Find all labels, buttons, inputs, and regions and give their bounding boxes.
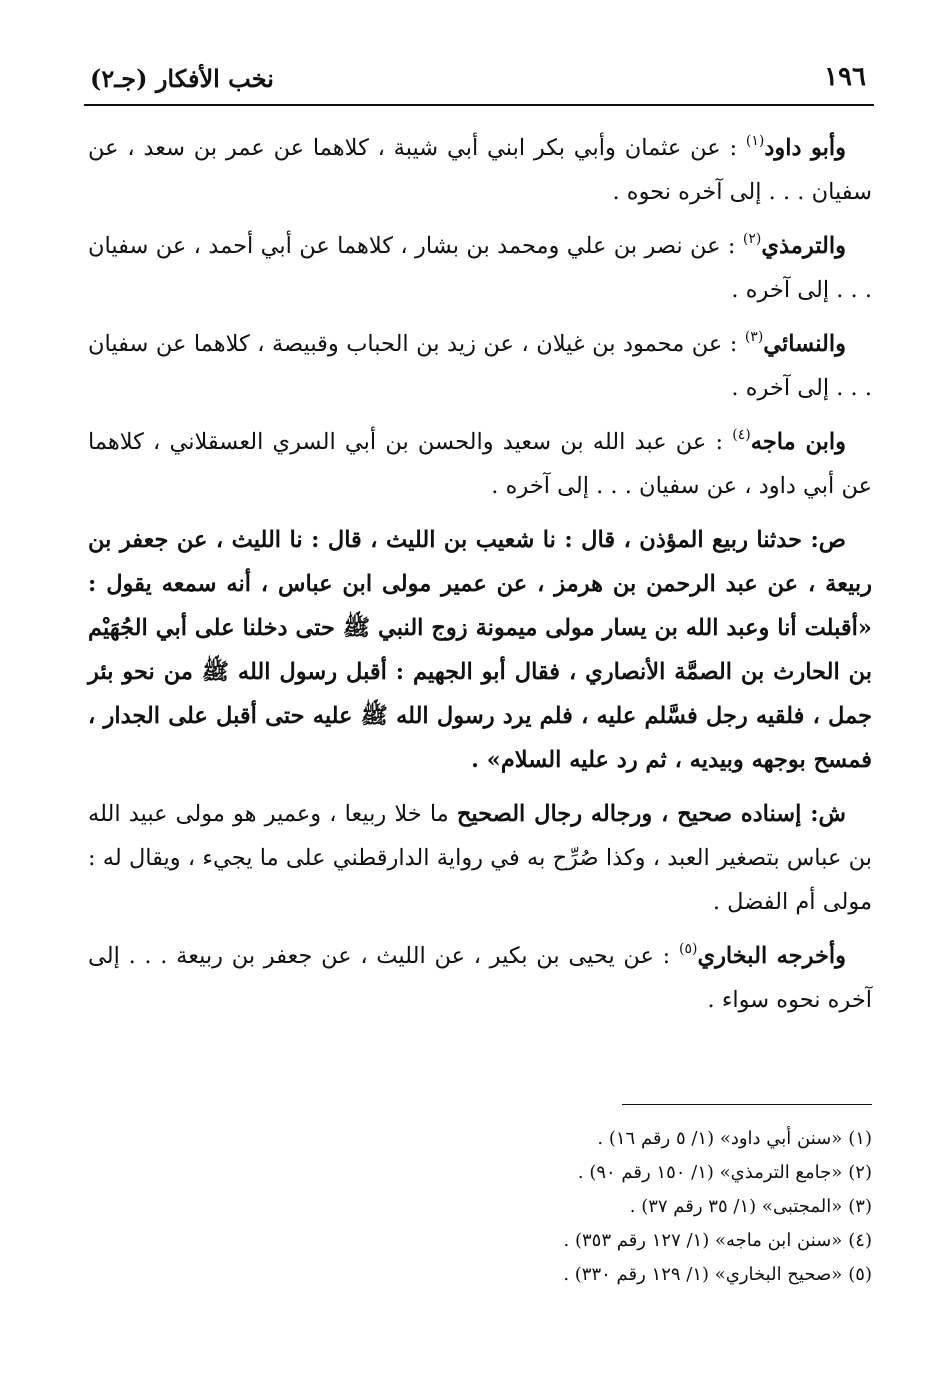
footnote-number: (١) [848, 1128, 872, 1149]
sharh-text: ما خلا ربيعا ، وعمير هو مولى عبيد الله بن عباس بتصغير العبد ، وكذا صُرِّح به في رواية الدارقطني على ما يجيء ، ويقال له : مولى أم الفضل . [88, 801, 872, 915]
running-title: نخب الأفكار (جـ٢) [90, 64, 274, 93]
footnote-text: «جامع الترمذي» (١/ ١٥٠ رقم ٩٠) . [577, 1162, 843, 1183]
paragraph-text: : عن نصر بن علي ومحمد بن بشار ، كلاهما عن أبي أحمد ، عن سفيان . . . إلى آخره . [88, 233, 872, 303]
paragraph-tirmidhi [88, 224, 872, 312]
paragraph-lead: وأبو داود [764, 135, 846, 161]
footnote-number: (٤) [848, 1230, 872, 1251]
main-text [88, 126, 872, 1032]
footnote-item [88, 1224, 872, 1258]
footnote-text: «سنن أبي داود» (١/ ٥ رقم ١٦) . [597, 1128, 843, 1149]
paragraph-text: : عن عبد الله بن سعيد والحسن بن أبي السري العسقلاني ، كلاهما عن أبي داود ، عن سفيان . . . إلى آخره . [88, 429, 872, 499]
footnote-item [88, 1122, 872, 1156]
footnotes [88, 1122, 872, 1292]
paragraph-lead: والنسائي [763, 331, 846, 357]
footnote-text: «المجتبى» (١/ ٣٥ رقم ٣٧) . [629, 1196, 843, 1217]
footnote-item [88, 1156, 872, 1190]
paragraph-text: : عن عثمان وأبي بكر ابني أبي شيبة ، كلاهما عن عمر بن سعد ، عن سفيان . . . إلى آخره نحوه . [88, 135, 872, 205]
paragraph-lead: والترمذي [761, 233, 846, 259]
paragraph-abu-dawud [88, 126, 872, 214]
footnote-number: (٥) [848, 1264, 872, 1285]
paragraph-ibn-majah [88, 420, 872, 508]
footnote-reference: (٥) [678, 941, 698, 957]
footnote-item [88, 1190, 872, 1224]
paragraph-text: : عن محمود بن غيلان ، عن زيد بن الحباب وقبيصة ، كلاهما عن سفيان . . . إلى آخره . [88, 331, 872, 401]
footnote-item [88, 1258, 872, 1292]
footnote-reference: (١) [745, 133, 765, 149]
footnote-reference: (٣) [744, 329, 764, 345]
paragraph-nasai [88, 322, 872, 410]
footnote-divider [622, 1104, 872, 1105]
paragraph-lead: وابن ماجه [750, 429, 846, 455]
footnote-text: «صحيح البخاري» (١/ ١٢٩ رقم ٣٣٠) . [563, 1264, 843, 1285]
hadith-text-block: ص: حدثنا ربيع المؤذن ، قال : نا شعيب بن الليث ، قال : نا الليث ، عن جعفر بن ربيعة ، عن عبد الرحمن بن هرمز ، عن عمير مولى ابن عباس ، أنه سمعه يقول : «أقبلت أنا وعبد الله بن يسار مولى ميمونة زوج النبي ﷺ حتى دخلنا على أبي الجُهَيْم بن الحارث بن الصمَّة الأنصاري ، فقال أبو الجهيم : أقبل رسول الله ﷺ من نحو بئر جمل ، فلقيه رجل فسَّلم عليه ، فلم يرد رسول الله ﷺ عليه حتى أقبل على الجدار ، فمسح بوجهه وبيديه ، ثم رد عليه السلام» . [88, 527, 872, 773]
paragraph-lead: وأخرجه البخاري [697, 943, 847, 969]
page-number: ١٩٦ [824, 62, 866, 92]
sharh-paragraph [88, 792, 872, 924]
paragraph-text: : عن يحيى بن بكير ، عن الليث ، عن جعفر بن ربيعة . . . إلى آخره نحوه سواء . [88, 943, 872, 1013]
footnote-number: (٢) [848, 1162, 872, 1183]
footnote-reference: (٢) [742, 231, 762, 247]
paragraph-bukhari [88, 934, 872, 1022]
sharh-lead: ش: إسناده صحيح ، ورجاله رجال الصحيح [456, 801, 846, 827]
footnote-reference: (٤) [732, 427, 751, 443]
footnote-number: (٣) [848, 1196, 872, 1217]
page-header [84, 58, 874, 106]
footnote-text: «سنن ابن ماجه» (١/ ١٢٧ رقم ٣٥٣) . [563, 1230, 843, 1251]
